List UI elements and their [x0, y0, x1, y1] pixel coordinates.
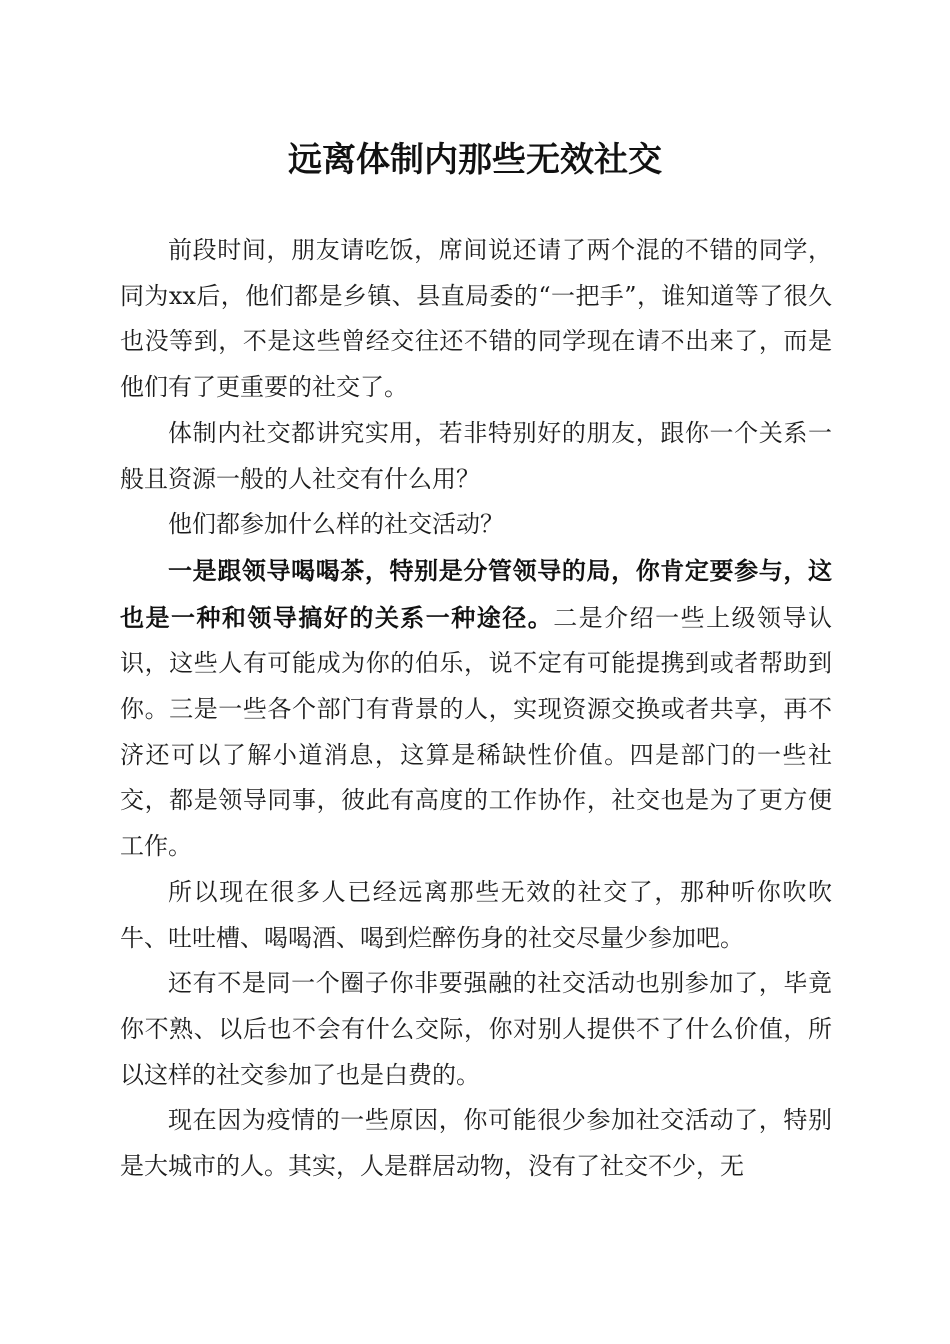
- paragraph-7: 现在因为疫情的一些原因，你可能很少参加社交活动了，特别是大城市的人。其实，人是群居动物，没有了社交不少，无: [120, 1106, 832, 1181]
- document-title: 远离体制内那些无效社交: [288, 140, 662, 180]
- paragraph-5: 所以现在很多人已经远离那些无效的社交了，那种听你吹吹牛、吐吐槽、喝喝酒、喝到烂醉伤身的社交尽量少参加吧。: [120, 877, 832, 952]
- paragraph-3: 他们都参加什么样的社交活动？: [168, 510, 504, 539]
- paragraph-2: 体制内社交都讲究实用，若非特别好的朋友，跟你一个关系一般且资源一般的人社交有什么用？: [120, 418, 832, 493]
- document-body: [120, 228, 832, 1190]
- paragraph-6: 还有不是同一个圈子你非要强融的社交活动也别参加了，毕竟你不熟、以后也不会有什么交际，你对别人提供不了什么价值，所以这样的社交参加了也是白费的。: [120, 969, 832, 1089]
- paragraph-1: 前段时间，朋友请吃饭，席间说还请了两个混的不错的同学，同为xx后，他们都是乡镇、县直局委的“一把手”，谁知道等了很久也没等到，不是这些曾经交往还不错的同学现在请不出来了，而是他们有了更重要的社交了。: [120, 236, 832, 402]
- paragraph-4-rest: 二是介绍一些上级领导认识，这些人有可能成为你的伯乐，说不定有可能提携到或者帮助到你。三是一些各个部门有背景的人，实现资源交换或者共享，再不济还可以了解小道消息，这算是稀缺性价值。四是部门的一些社交，都是领导同事，彼此有高度的工作协作，社交也是为了更方便工作。: [120, 603, 833, 861]
- paragraph-4: [120, 548, 832, 870]
- paragraph-4-bold-lead: 一是跟领导喝喝茶，特别是分管领导的局，你肯定要参与，这也是一种和领导搞好的关系一种途径。: [120, 555, 832, 632]
